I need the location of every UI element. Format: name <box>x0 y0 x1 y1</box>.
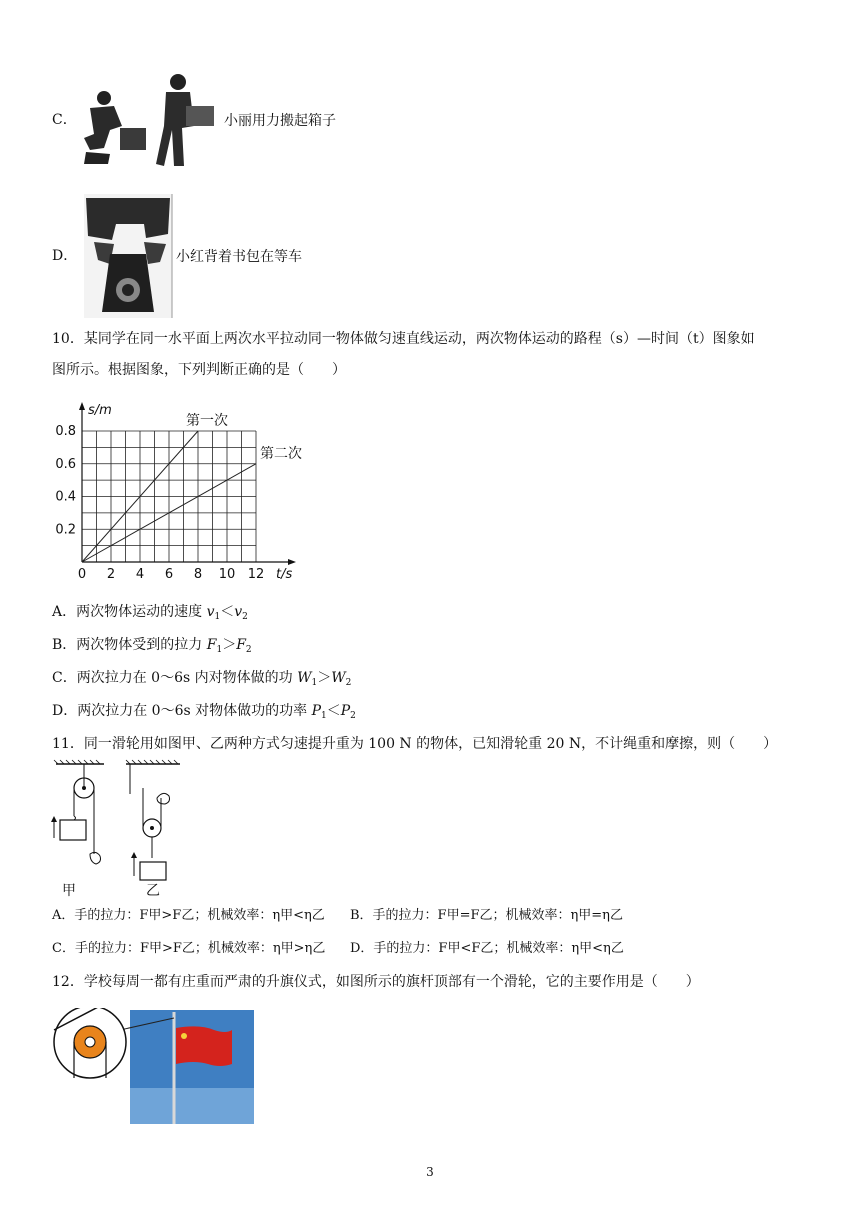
q9-option-c <box>52 110 77 130</box>
q11-option-a: A．手的拉力：F甲>F乙；机械效率：η甲<η乙 <box>52 908 325 923</box>
var: v <box>206 604 215 620</box>
var: W <box>297 670 312 686</box>
var: v <box>234 604 243 620</box>
op: ＞ <box>317 670 332 686</box>
q12-stem: 12．学校每周一都有庄重而严肃的升旗仪式，如图所示的旗杆顶部有一个滑轮，它的主要作用是（ ） <box>52 974 700 990</box>
x-axis-arrow <box>288 559 296 565</box>
st-chart <box>48 400 324 586</box>
option-text: C．两次拉力在 0～6s 内对物体做的功 <box>52 670 298 686</box>
x-tick-label: 12 <box>247 567 265 582</box>
flag <box>176 1026 232 1066</box>
q11-option-c: C．手的拉力：F甲>F乙；机械效率：η甲>η乙 <box>52 941 326 956</box>
q10-option-b <box>52 635 252 660</box>
var: F <box>236 637 246 653</box>
q10-stem-line1: 10．某同学在同一水平面上两次水平拉动同一物体做匀速直线运动，两次物体运动的路程（s）—时间（t）图象如 <box>52 331 755 347</box>
label-jia: 甲 <box>62 883 76 899</box>
q11-stem: 11．同一滑轮用如图甲、乙两种方式匀速提升重为 100 N 的物体，已知滑轮重 20 N，不计绳重和摩擦，则（ ） <box>52 736 778 752</box>
x-tick-label: 10 <box>218 567 236 582</box>
sub: 2 <box>345 678 352 688</box>
movable-pulley-yi <box>126 760 180 880</box>
op: ＜ <box>326 703 341 719</box>
x-tick-label: 8 <box>193 567 203 582</box>
sub: 1 <box>321 711 327 721</box>
series-label-1: 第一次 <box>186 413 228 429</box>
y-axis-label: s/m <box>88 403 112 418</box>
q10-stem-line2: 图所示。根据图象，下列判断正确的是（ ） <box>52 362 346 378</box>
sub: 1 <box>216 645 223 655</box>
series-label-2: 第二次 <box>260 445 302 462</box>
sub: 1 <box>214 612 221 622</box>
y-tick-label: 0.4 <box>55 489 76 505</box>
sub: 1 <box>311 678 318 688</box>
sub: 2 <box>242 612 248 622</box>
option-text: A．两次物体运动的速度 <box>52 604 207 620</box>
x-axis-label: t/s <box>276 567 293 582</box>
pulley-diagram <box>50 758 190 898</box>
q10-option-a <box>52 602 248 627</box>
q10-option-c <box>52 668 351 693</box>
option-letter: C． <box>52 112 77 128</box>
q9-option-d-text: 小红背着书包在等车 <box>176 249 302 265</box>
sub: 2 <box>350 711 356 721</box>
var: W <box>331 670 346 686</box>
x-tick-label: 2 <box>106 567 116 582</box>
x-tick-label: 6 <box>164 567 174 582</box>
option-text: B．两次物体受到的拉力 <box>52 637 207 653</box>
op: ＞ <box>222 637 237 653</box>
lifting-box-photo <box>80 68 220 174</box>
backpack-photo <box>84 194 176 318</box>
var: P <box>340 703 351 719</box>
flagpole-photo <box>50 1008 256 1126</box>
q11-option-d: D．手的拉力：F甲<F乙；机械效率：η甲<η乙 <box>350 941 624 956</box>
label-yi: 乙 <box>146 883 160 899</box>
y-tick-label: 0.2 <box>55 522 76 538</box>
chart-labels <box>55 403 302 582</box>
var: P <box>311 703 321 719</box>
option-letter: D． <box>52 248 78 264</box>
q11-option-b: B．手的拉力：F甲=F乙；机械效率：η甲=η乙 <box>350 908 623 923</box>
chart-grid <box>82 431 256 562</box>
op: ＜ <box>220 604 235 620</box>
q9-option-c-text: 小丽用力搬起箱子 <box>224 113 336 129</box>
q10-option-d <box>52 701 356 726</box>
x-tick-label: 4 <box>135 567 145 582</box>
y-tick-label: 0.8 <box>55 424 76 439</box>
option-text: D．两次拉力在 0～6s 对物体做功的功率 <box>52 703 312 719</box>
y-axis-arrow <box>79 402 85 410</box>
fixed-pulley-jia <box>51 760 104 864</box>
y-tick-label: 0.6 <box>55 456 76 472</box>
var: F <box>206 637 217 653</box>
q9-option-d <box>52 246 77 266</box>
x-tick-label: 0 <box>77 567 87 582</box>
page-number: 3 <box>426 1165 434 1179</box>
sub: 2 <box>245 645 252 655</box>
